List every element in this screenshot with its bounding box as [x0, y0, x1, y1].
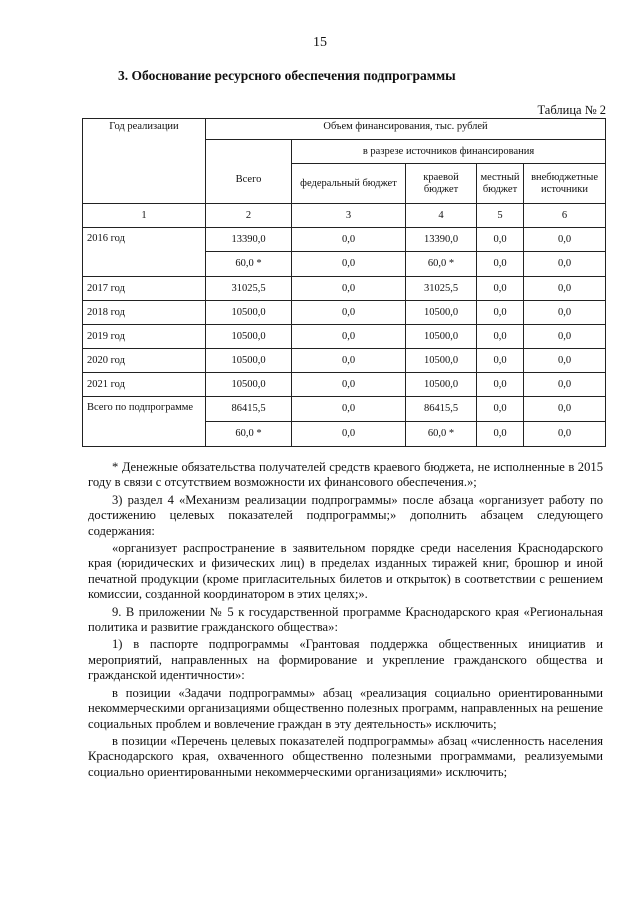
table-label: Таблица № 2: [537, 103, 606, 117]
cell-value: 31025,5: [206, 277, 292, 301]
cell-value: 13390,0: [206, 228, 292, 252]
header-volume: Объем финансирования, тыс. рублей: [206, 119, 606, 140]
cell-value: 0,0: [524, 301, 606, 325]
paragraph: 3) раздел 4 «Механизм реализации подпрограммы» после абзаца «организует работу по достижению целевых показателей подпрограммы;» дополнить абзацем следующего содержания:: [88, 492, 603, 538]
table-row: [83, 228, 606, 252]
col-number: 5: [477, 204, 524, 228]
cell-value: 0,0: [524, 252, 606, 277]
cell-value: 0,0: [524, 422, 606, 447]
header-row: [83, 119, 606, 140]
table-row: [83, 301, 606, 325]
cell-value: 0,0: [292, 228, 406, 252]
table-row: [83, 397, 606, 422]
cell-value: 13390,0: [406, 228, 477, 252]
col-number: 1: [83, 204, 206, 228]
paragraph: 1) в паспорте подпрограммы «Грантовая поддержка общественных инициатив и мероприятий, направленных на формирование и укрепление гражданского общества и гражданской идентичности»:: [88, 637, 603, 683]
cell-value: 0,0: [292, 252, 406, 277]
cell-value: 0,0: [292, 301, 406, 325]
cell-value: 0,0: [292, 325, 406, 349]
cell-value: 86415,5: [406, 397, 477, 422]
row-label: Всего по подпрограмме: [83, 397, 206, 447]
cell-value: 0,0: [292, 349, 406, 373]
paragraph: 9. В приложении № 5 к государственной программе Краснодарского края «Региональная политика и развитие гражданского общества»:: [88, 604, 603, 635]
paragraph: * Денежные обязательства получателей средств краевого бюджета, не исполненные в 2015 году в связи с отсутствием возможности их финансового обеспечения.»;: [88, 460, 603, 490]
cell-value: 10500,0: [406, 301, 477, 325]
col-number: 3: [292, 204, 406, 228]
cell-value: 60,0 *: [406, 252, 477, 277]
table-row: [83, 373, 606, 397]
cell-value: 10500,0: [206, 349, 292, 373]
cell-value: 0,0: [477, 301, 524, 325]
cell-value: 0,0: [524, 277, 606, 301]
header-total: Всего: [206, 140, 292, 204]
cell-value: 60,0 *: [206, 422, 292, 447]
cell-value: 0,0: [524, 373, 606, 397]
col-number: 4: [406, 204, 477, 228]
paragraph: в позиции «Задачи подпрограммы» абзац «реализация социально ориентированными некоммерческими организациями общественно полезных программ, направленных на решение социальных проблем и вовлечение граждан в эту деятельность» исключить;: [88, 685, 603, 731]
col-number: 6: [524, 204, 606, 228]
row-label: 2020 год: [83, 349, 206, 373]
cell-value: 0,0: [292, 373, 406, 397]
cell-value: 10500,0: [406, 373, 477, 397]
header-regional: краевой бюджет: [406, 164, 477, 204]
row-label: 2016 год: [83, 228, 206, 277]
cell-value: 0,0: [292, 397, 406, 422]
cell-value: 60,0 *: [406, 422, 477, 447]
paragraph: «организует распространение в заявительном порядке среди населения Краснодарского края (юридических и физических лиц) в пределах изданных тиражей книг, брошюр и иной печатной продукции (кроме пригласительных билетов и открыток) в соответствии с решением комиссии, созданной координатором в этих целях;».: [88, 541, 603, 602]
cell-value: 0,0: [292, 422, 406, 447]
cell-value: 10500,0: [206, 301, 292, 325]
cell-value: 0,0: [477, 422, 524, 447]
col-number: 2: [206, 204, 292, 228]
header-local: местный бюджет: [477, 164, 524, 204]
cell-value: 10500,0: [206, 373, 292, 397]
header-by-source: в разрезе источников финансирования: [292, 140, 606, 164]
section-title: 3. Обоснование ресурсного обеспечения подпрограммы: [118, 68, 456, 83]
cell-value: 0,0: [477, 277, 524, 301]
header-federal: федеральный бюджет: [292, 164, 406, 204]
row-label: 2019 год: [83, 325, 206, 349]
table-row: [83, 325, 606, 349]
header-year: Год реализации: [83, 119, 206, 204]
table-row: [83, 349, 606, 373]
cell-value: 0,0: [477, 397, 524, 422]
cell-value: 0,0: [524, 349, 606, 373]
financing-table: [82, 118, 606, 447]
cell-value: 60,0 *: [206, 252, 292, 277]
cell-value: 0,0: [477, 325, 524, 349]
body-text: [88, 460, 603, 782]
cell-value: 0,0: [292, 277, 406, 301]
row-label: 2018 год: [83, 301, 206, 325]
column-number-row: [83, 204, 606, 228]
cell-value: 10500,0: [206, 325, 292, 349]
row-label: 2021 год: [83, 373, 206, 397]
row-label: 2017 год: [83, 277, 206, 301]
cell-value: 0,0: [477, 228, 524, 252]
cell-value: 0,0: [524, 325, 606, 349]
table-row: [83, 277, 606, 301]
header-extra: внебюджетные источники: [524, 164, 606, 204]
cell-value: 31025,5: [406, 277, 477, 301]
cell-value: 86415,5: [206, 397, 292, 422]
cell-value: 10500,0: [406, 325, 477, 349]
paragraph: в позиции «Перечень целевых показателей подпрограммы» абзац «численность населения Краснодарского края, охваченного общественно полезными программами, реализуемыми социально ориентированными некоммерческими организациями» исключить;: [88, 733, 603, 779]
cell-value: 10500,0: [406, 349, 477, 373]
cell-value: 0,0: [477, 373, 524, 397]
cell-value: 0,0: [524, 228, 606, 252]
cell-value: 0,0: [524, 397, 606, 422]
page-number: 15: [313, 35, 327, 50]
cell-value: 0,0: [477, 252, 524, 277]
cell-value: 0,0: [477, 349, 524, 373]
